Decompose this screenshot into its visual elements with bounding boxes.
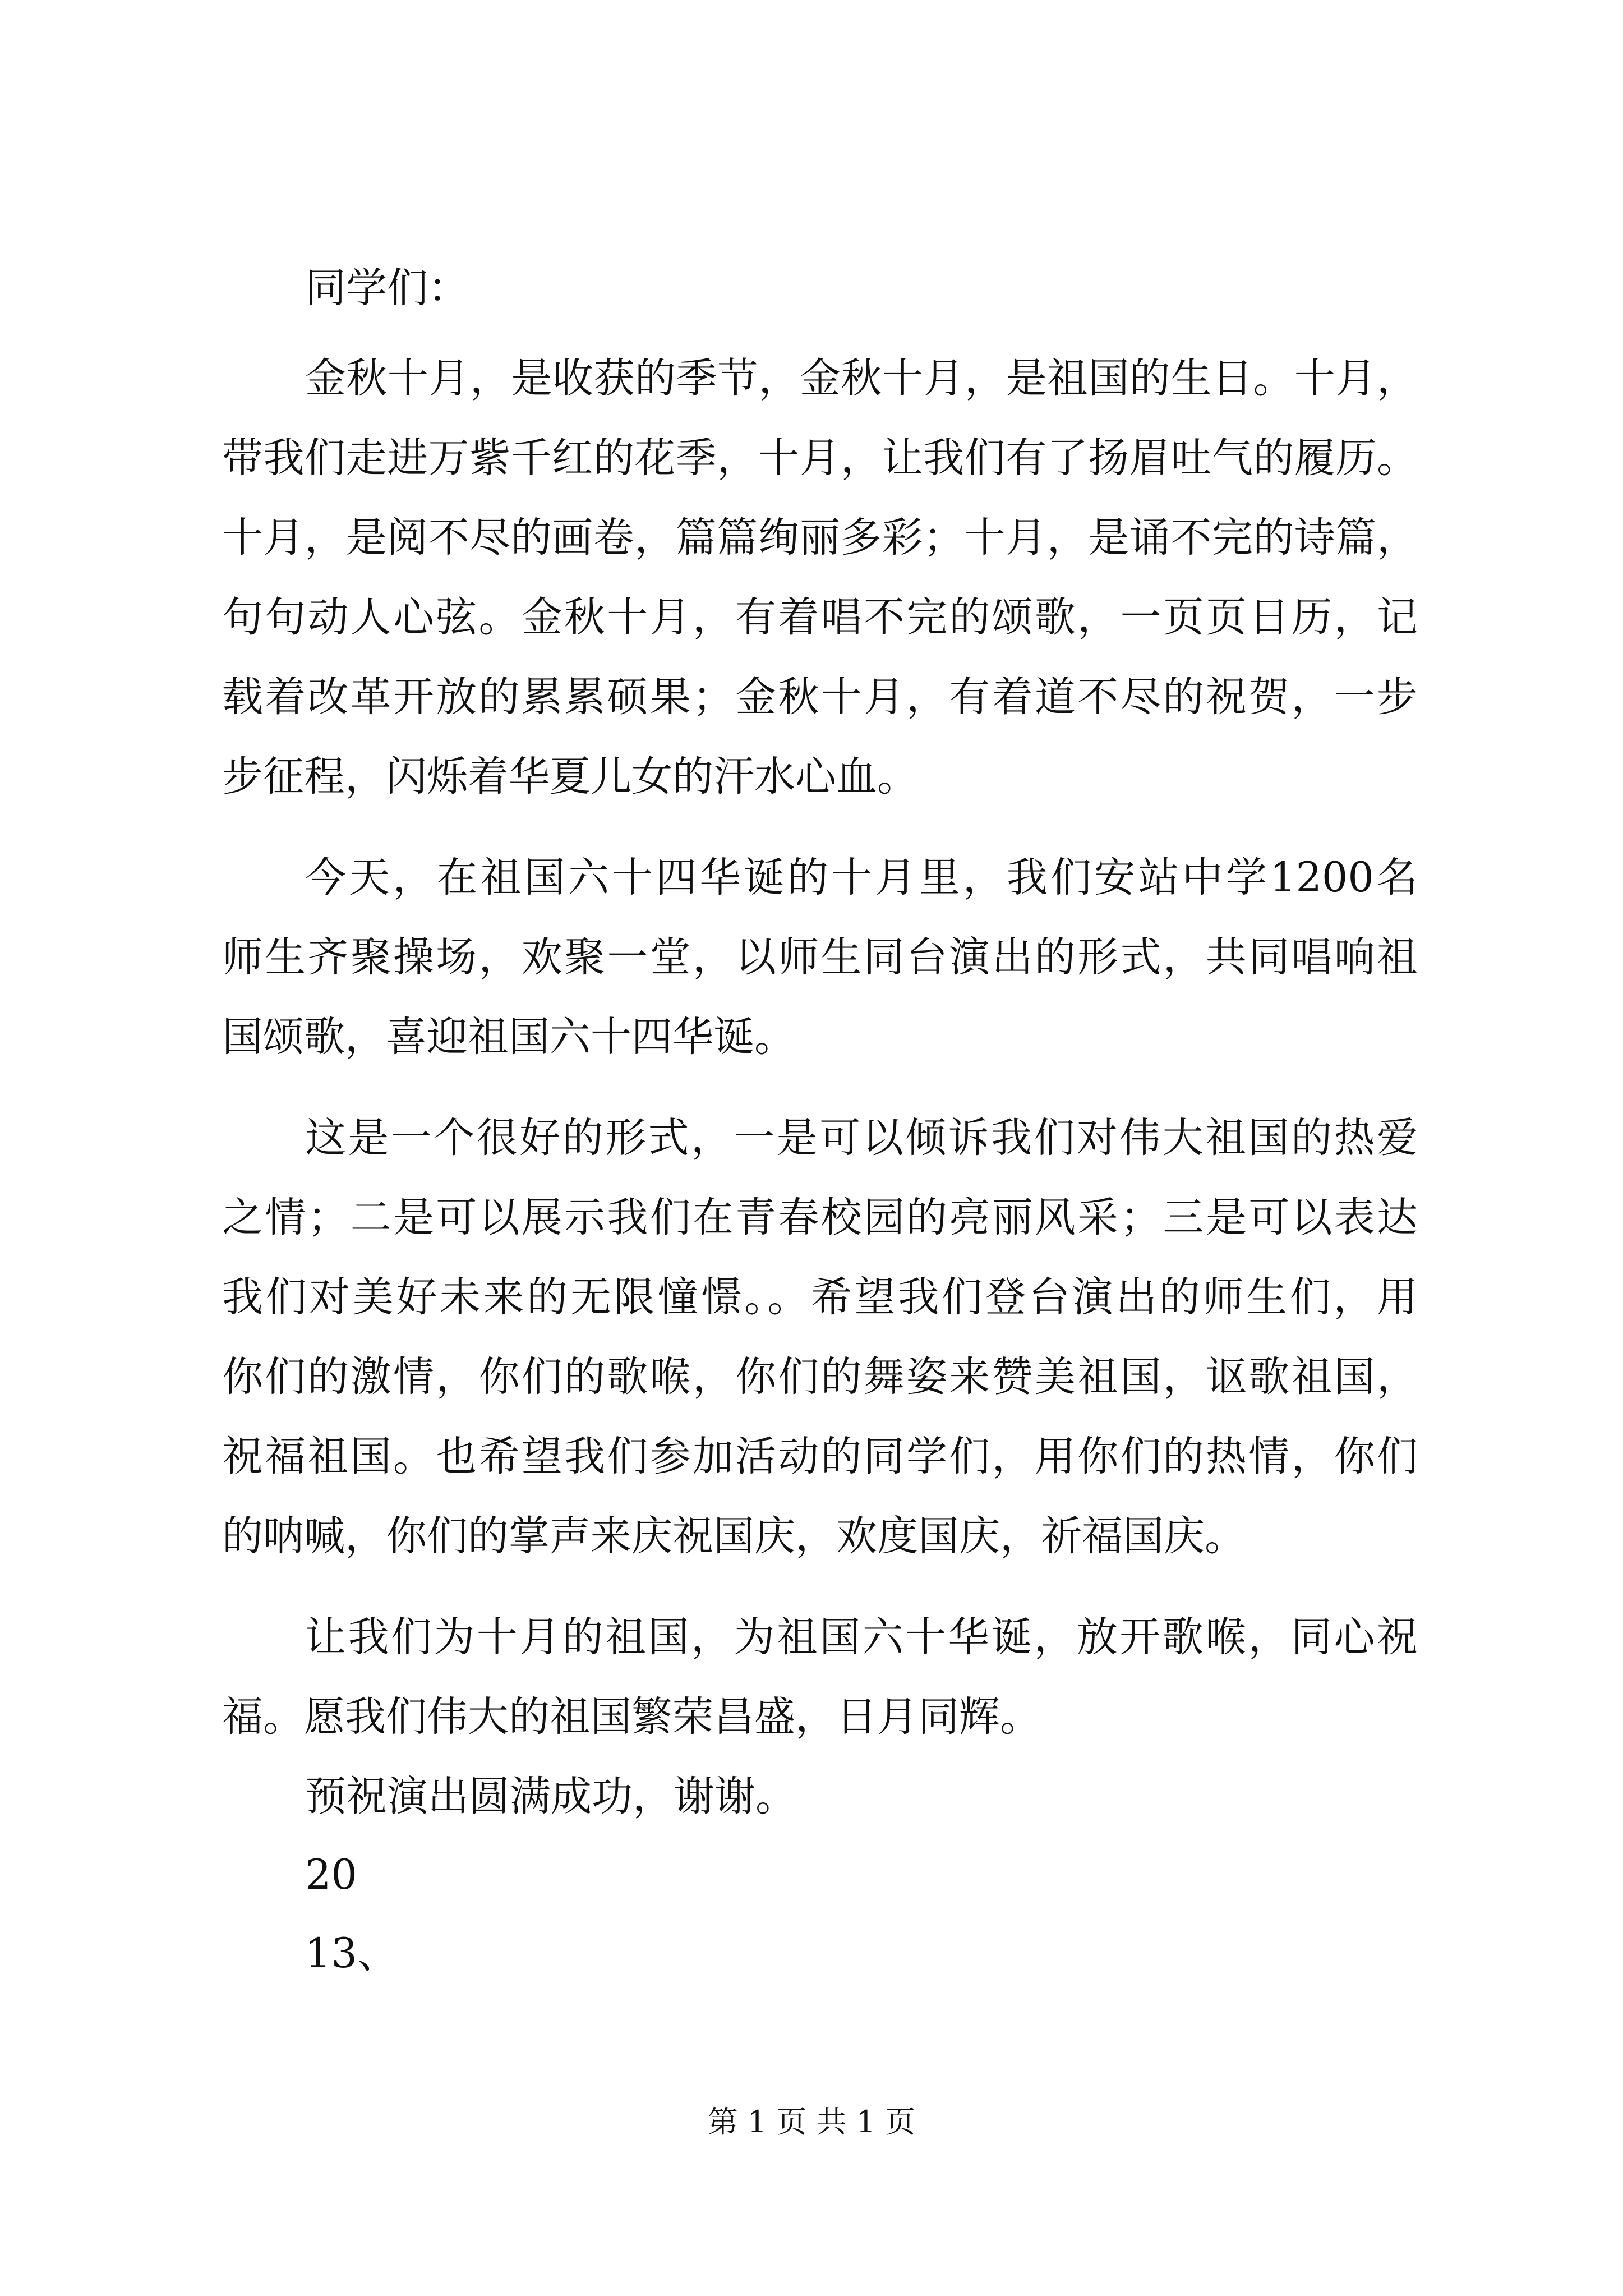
body-line: 步征程，闪烁着华夏儿女的汗水心血。 — [222, 753, 918, 800]
body-line: 我们对美好未来的无限憧憬。。希望我们登台演出的师生们，用 — [222, 1273, 1418, 1321]
body-line: 师生齐聚操场，欢聚一堂，以师生同台演出的形式，共同唱响祖 — [222, 933, 1418, 981]
body-line: 十月，是阅不尽的画卷，篇篇绚丽多彩；十月，是诵不完的诗篇， — [222, 514, 1418, 562]
body-line: 国颂歌，喜迎祖国六十四华诞。 — [222, 1013, 795, 1061]
body-line: 这是一个很好的形式，一是可以倾诉我们对伟大祖国的热爱 — [305, 1114, 1418, 1162]
body-line: 载着改革开放的累累硕果；金秋十月，有着道不尽的祝贺，一步 — [222, 673, 1418, 721]
body-line: 祝福祖国。也希望我们参加活动的同学们，用你们的热情，你们 — [222, 1433, 1418, 1480]
closing-line: 预祝演出圆满成功，谢谢。 — [305, 1773, 796, 1820]
date-line: 20 — [305, 1851, 357, 1899]
date-line: 13、 — [305, 1930, 398, 1977]
body-line: 让我们为十月的祖国，为祖国六十华诞，放开歌喉，同心祝 — [305, 1613, 1418, 1661]
page-footer: 第 1 页 共 1 页 — [707, 2104, 916, 2139]
body-line: 金秋十月，是收获的季节，金秋十月，是祖国的生日。十月， — [305, 355, 1418, 402]
body-line: 今天，在祖国六十四华诞的十月里，我们安站中学1200名 — [305, 854, 1418, 901]
salutation: 同学们： — [305, 264, 469, 312]
body-line: 的呐喊，你们的掌声来庆祝国庆，欢度国庆，祈福国庆。 — [222, 1512, 1246, 1560]
body-line: 句句动人心弦。金秋十月，有着唱不完的颂歌，一页页日历，记 — [222, 593, 1418, 641]
body-line: 福。愿我们伟大的祖国繁荣昌盛，日月同辉。 — [222, 1693, 1041, 1741]
body-line: 之情；二是可以展示我们在青春校园的亮丽风采；三是可以表达 — [222, 1194, 1418, 1241]
body-line: 你们的激情，你们的歌喉，你们的舞姿来赞美祖国，讴歌祖国， — [222, 1353, 1418, 1401]
body-line: 带我们走进万紫千红的花季，十月，让我们有了扬眉吐气的履历。 — [222, 434, 1418, 482]
